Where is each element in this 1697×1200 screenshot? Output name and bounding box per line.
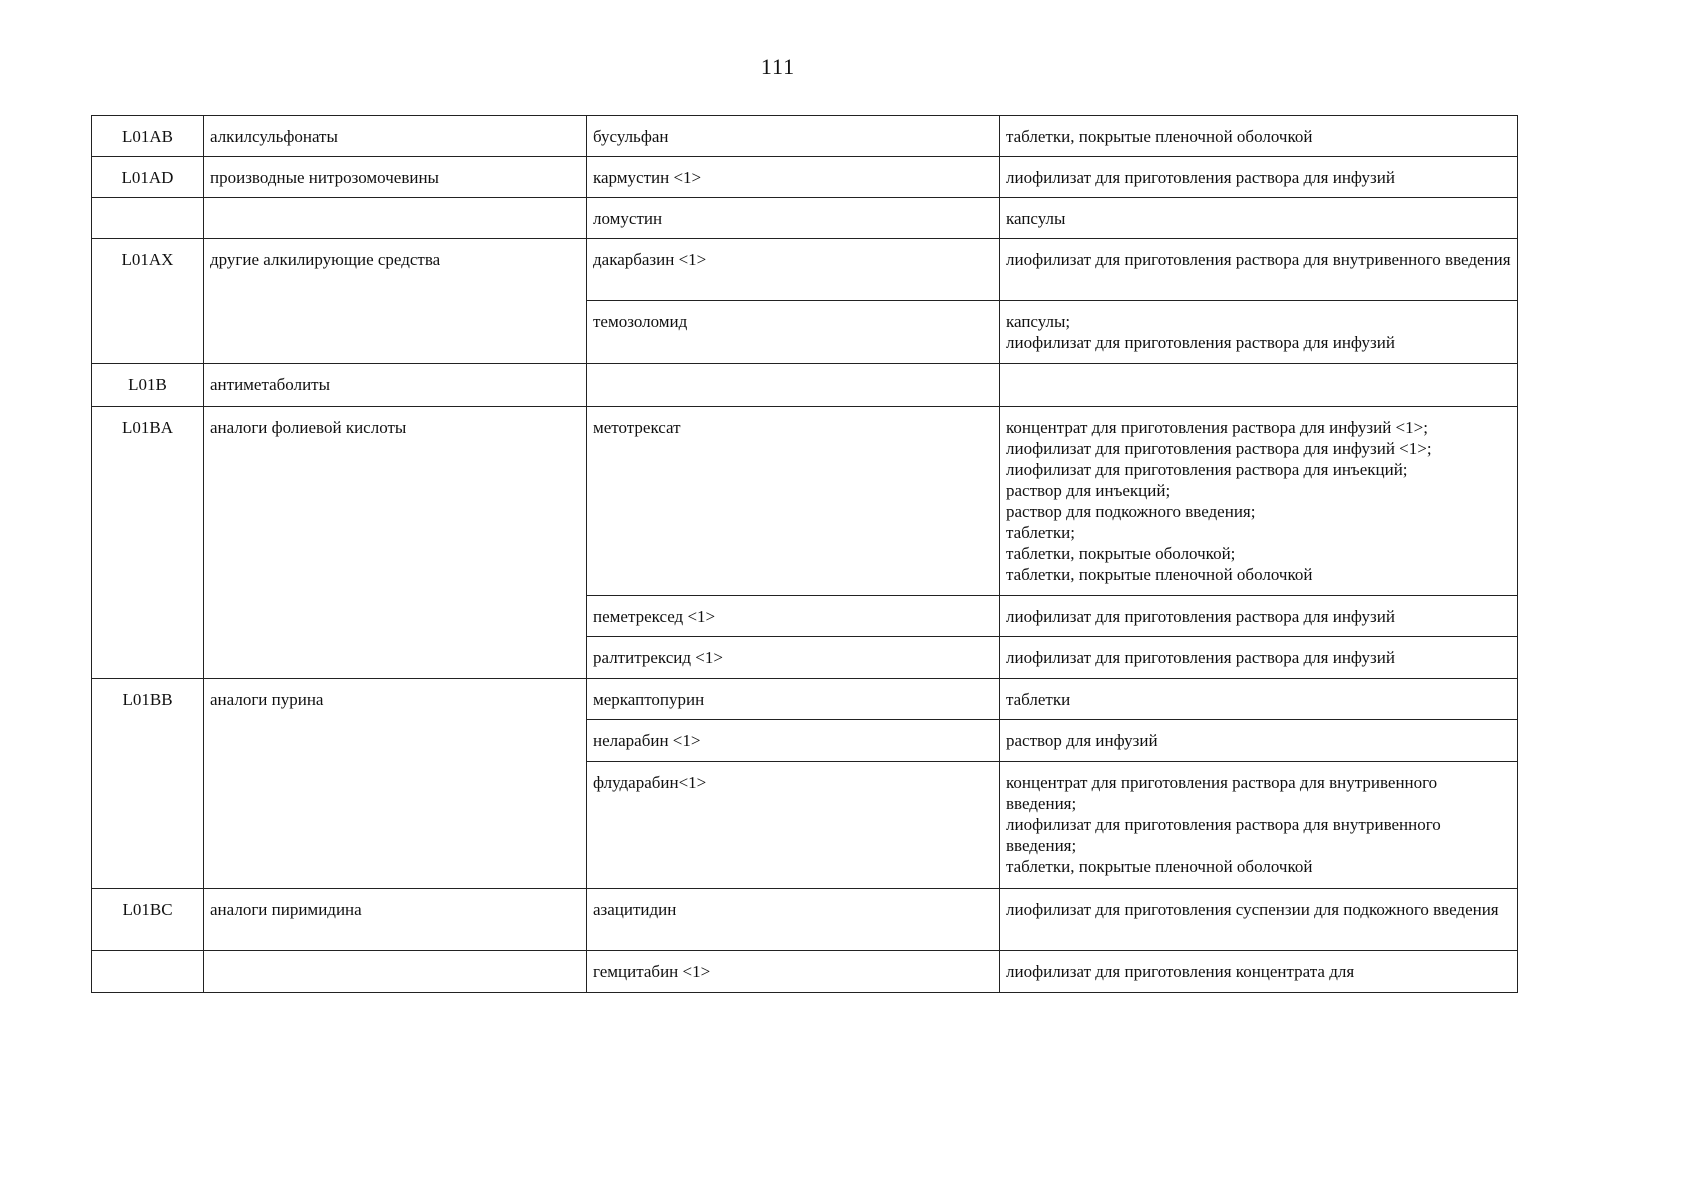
atc-code: L01BB xyxy=(92,679,204,889)
dosage-form: капсулы xyxy=(1006,209,1066,228)
dosage-forms xyxy=(1000,951,1518,993)
group-name: алкилсульфонаты xyxy=(204,116,587,157)
dosage-form: концентрат для приготовления раствора для внутривенного введения; xyxy=(1006,773,1438,813)
dosage-forms xyxy=(1000,116,1518,157)
dosage-form: лиофилизат для приготовления суспензии для подкожного введения xyxy=(1006,900,1499,919)
dosage-form: лиофилизат для приготовления раствора для инфузий xyxy=(1006,168,1395,187)
table-row xyxy=(92,407,1518,596)
atc-code xyxy=(92,951,204,993)
table-row xyxy=(92,239,1518,301)
dosage-form: лиофилизат для приготовления раствора для инфузий xyxy=(1006,648,1395,667)
drug-name: неларабин <1> xyxy=(587,720,1000,762)
dosage-form: лиофилизат для приготовления раствора для внутривенного введения; xyxy=(1006,815,1441,855)
table-row xyxy=(92,679,1518,720)
dosage-form: раствор для инъекций; xyxy=(1006,481,1171,500)
atc-code: L01BA xyxy=(92,407,204,679)
group-name: производные нитрозомочевины xyxy=(204,157,587,198)
dosage-forms xyxy=(1000,198,1518,239)
drug-name: бусульфан xyxy=(587,116,1000,157)
group-name: аналоги фолиевой кислоты xyxy=(204,407,587,679)
dosage-forms xyxy=(1000,762,1518,889)
drug-name: кармустин <1> xyxy=(587,157,1000,198)
drug-name xyxy=(587,364,1000,407)
dosage-form: таблетки xyxy=(1006,690,1071,709)
table-row xyxy=(92,198,1518,239)
drug-name: дакарбазин <1> xyxy=(587,239,1000,301)
dosage-form: раствор для инфузий xyxy=(1006,731,1158,750)
table-row xyxy=(92,364,1518,407)
atc-code: L01AX xyxy=(92,239,204,364)
dosage-forms xyxy=(1000,239,1518,301)
group-name: антиметаболиты xyxy=(204,364,587,407)
dosage-forms xyxy=(1000,364,1518,407)
group-name xyxy=(204,951,587,993)
dosage-form: раствор для подкожного введения; xyxy=(1006,502,1256,521)
drug-name: ралтитрексид <1> xyxy=(587,637,1000,679)
dosage-form: лиофилизат для приготовления концентрата для xyxy=(1006,962,1355,981)
dosage-forms xyxy=(1000,301,1518,364)
dosage-form: таблетки; xyxy=(1006,523,1075,542)
drug-name: азацитидин xyxy=(587,889,1000,951)
atc-code: L01AD xyxy=(92,157,204,198)
dosage-form: концентрат для приготовления раствора для инфузий <1>; xyxy=(1006,418,1428,437)
table-row xyxy=(92,889,1518,951)
table-row xyxy=(92,951,1518,993)
dosage-form: таблетки, покрытые пленочной оболочкой xyxy=(1006,857,1313,876)
group-name xyxy=(204,198,587,239)
atc-code xyxy=(92,198,204,239)
dosage-forms xyxy=(1000,407,1518,596)
dosage-forms xyxy=(1000,679,1518,720)
drug-name: пеметрексед <1> xyxy=(587,596,1000,637)
dosage-forms xyxy=(1000,720,1518,762)
dosage-form: лиофилизат для приготовления раствора для инъекций; xyxy=(1006,460,1408,479)
drug-table xyxy=(91,115,1518,993)
drug-name: ломустин xyxy=(587,198,1000,239)
atc-code: L01B xyxy=(92,364,204,407)
dosage-form: лиофилизат для приготовления раствора для инфузий xyxy=(1006,607,1395,626)
table-row xyxy=(92,116,1518,157)
dosage-forms xyxy=(1000,157,1518,198)
atc-code: L01AB xyxy=(92,116,204,157)
dosage-form: лиофилизат для приготовления раствора для инфузий xyxy=(1006,333,1395,352)
dosage-form: таблетки, покрытые оболочкой; xyxy=(1006,544,1236,563)
table-row xyxy=(92,157,1518,198)
dosage-form: капсулы; xyxy=(1006,312,1071,331)
dosage-form: лиофилизат для приготовления раствора для инфузий <1>; xyxy=(1006,439,1432,458)
dosage-forms xyxy=(1000,637,1518,679)
group-name: аналоги пурина xyxy=(204,679,587,889)
drug-name: флударабин<1> xyxy=(587,762,1000,889)
drug-name: гемцитабин <1> xyxy=(587,951,1000,993)
dosage-form: лиофилизат для приготовления раствора для внутривенного введения xyxy=(1006,250,1511,269)
dosage-form: таблетки, покрытые пленочной оболочкой xyxy=(1006,127,1313,146)
dosage-forms xyxy=(1000,596,1518,637)
dosage-forms xyxy=(1000,889,1518,951)
group-name: другие алкилирующие средства xyxy=(204,239,587,364)
dosage-form: таблетки, покрытые пленочной оболочкой xyxy=(1006,565,1313,584)
page-number: 111 xyxy=(760,54,796,79)
group-name: аналоги пиримидина xyxy=(204,889,587,951)
drug-name: темозоломид xyxy=(587,301,1000,364)
drug-name: меркаптопурин xyxy=(587,679,1000,720)
drug-name: метотрексат xyxy=(587,407,1000,596)
atc-code: L01BC xyxy=(92,889,204,951)
